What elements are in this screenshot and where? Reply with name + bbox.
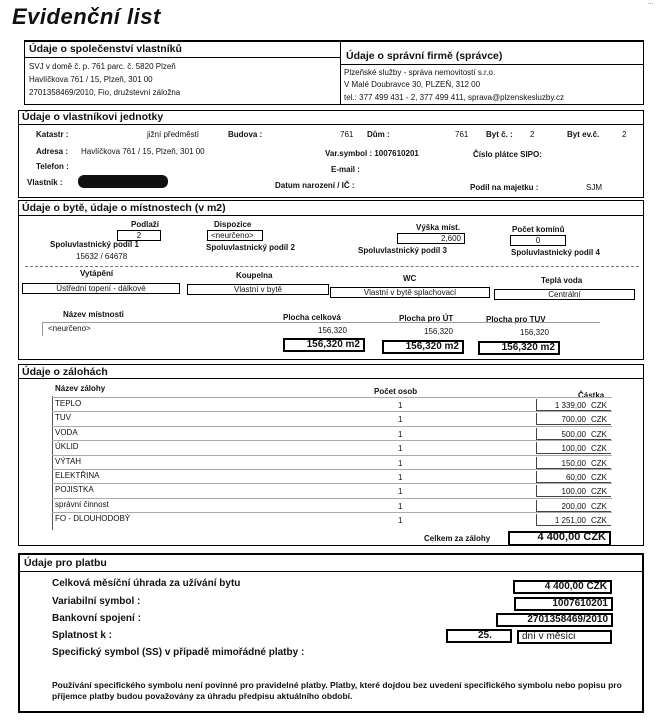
ss-label: Specifický symbol (SS) v případě mimořádné platby : — [52, 647, 305, 658]
advance-name: FO - DLOUHODOBÝ — [55, 514, 131, 523]
budova-value: 761 — [340, 130, 354, 139]
advance-row — [52, 411, 612, 425]
advance-amount: 150,00 — [561, 459, 586, 468]
sipo-label: Číslo plátce SIPO: — [473, 150, 542, 159]
telefon-label: Telefon : — [36, 162, 69, 171]
manager-line-1: Plzeňské služby - správa nemovitostí s.r.o. — [344, 68, 496, 77]
advance-name: POJISTKA — [55, 485, 94, 494]
splatnost-label: Splatnost k : — [52, 630, 113, 641]
wc-label: WC — [403, 274, 417, 283]
advance-persons: 1 — [398, 487, 403, 496]
bank-label: Bankovní spojení : — [52, 613, 141, 624]
tepla-value: Centrální — [494, 289, 635, 300]
col-amount: Částka — [578, 391, 605, 400]
advance-name: správní činnost — [55, 500, 109, 509]
dispozice-label: Dispozice — [214, 220, 252, 229]
podil-value: SJM — [586, 183, 602, 192]
advance-persons: 1 — [398, 401, 403, 410]
podlazi-value: 2 — [117, 230, 161, 241]
advance-name: VÝTAH — [55, 457, 82, 466]
advance-row — [52, 498, 612, 512]
company-line-2: Havlíčkova 761 / 15, Plzeň, 301 00 — [29, 75, 153, 84]
budova-label: Budova : — [228, 130, 263, 139]
katastr-label: Katastr : — [36, 130, 69, 139]
advance-currency: CZK — [591, 430, 607, 439]
advance-amount: 100,00 — [561, 487, 586, 496]
manager-line-3: tel.: 377 499 431 - 2, 377 499 411, sprava@plzenskesluzby.cz — [344, 93, 564, 102]
podil-label: Podíl na majetku : — [470, 183, 539, 192]
advance-amount-box — [536, 413, 611, 425]
bank-value: 2701358469/2010 — [496, 613, 613, 627]
advance-persons: 1 — [398, 516, 403, 525]
room-name: <neurčeno> — [48, 324, 91, 333]
advance-amount-box — [536, 428, 611, 440]
advance-persons: 1 — [398, 473, 403, 482]
sum-area-ut: 156,320 m2 — [382, 340, 464, 354]
advances-header: Údaje o zálohách — [22, 366, 108, 378]
advance-name: VODA — [55, 428, 78, 437]
advance-persons: 1 — [398, 444, 403, 453]
datum-label: Datum narození / IČ : — [275, 181, 355, 190]
payment-note: Používání specifického symbolu není povinné pro pravidelné platby. Platby, které dojdou bez uvedení specifického symbolu nebo popisu pro příjemce platby budou považovány za úhradu předpisu aktuálního období. — [52, 680, 622, 701]
advance-amount: 500,00 — [561, 430, 586, 439]
col-area-ut: Plocha pro ÚT — [399, 314, 454, 323]
sp4-label: Spoluvlastnický podíl 4 — [511, 248, 600, 257]
advance-amount: 700,00 — [561, 415, 586, 424]
unit-header: Údaje o vlastníkovi jednotky — [22, 111, 164, 123]
advance-amount-box — [536, 399, 611, 411]
advance-persons: 1 — [398, 502, 403, 511]
vyska-label: Výška míst. — [416, 223, 461, 232]
sp2-label: Spoluvlastnický podíl 2 — [206, 243, 295, 252]
flat-header: Údaje o bytě, údaje o místnostech (v m2) — [22, 202, 226, 214]
kominu-label: Počet komínů — [512, 225, 565, 234]
divider — [18, 571, 644, 572]
adresa-label: Adresa : — [36, 147, 69, 156]
col-area-tuv: Plocha pro TUV — [486, 315, 546, 324]
divider — [340, 64, 644, 65]
vs-value: 1007610201 — [514, 597, 613, 611]
col-area-total: Plocha celková — [283, 313, 341, 322]
col-advance-name: Název zálohy — [55, 384, 106, 393]
sum-area-total: 156,320 m2 — [283, 338, 365, 352]
payment-header: Údaje pro platbu — [24, 557, 107, 569]
divider — [24, 57, 340, 58]
varsym: Var.symbol : 1007610201 — [325, 149, 419, 158]
divider — [18, 215, 644, 216]
advance-amount-box — [536, 514, 611, 526]
vlastnik-label: Vlastník : — [27, 178, 63, 187]
advance-row — [52, 512, 612, 526]
advance-row — [52, 469, 612, 483]
advance-amount-box — [536, 485, 611, 497]
dum-label: Dům : — [367, 130, 390, 139]
advance-row — [52, 397, 612, 411]
company-line-1: SVJ v domě č. p. 761 parc. č. 5820 Plzeň — [29, 62, 176, 71]
advance-currency: CZK — [591, 516, 607, 525]
advance-amount-box — [536, 442, 611, 454]
total-value: 4 400,00 CZK — [508, 531, 611, 546]
advance-amount-box — [536, 471, 611, 483]
manager-line-2: V Malé Doubravce 30, PLZEŇ, 312 00 — [344, 80, 481, 89]
koupelna-label: Koupelna — [236, 271, 273, 280]
vyska-value: 2,600 — [397, 233, 465, 244]
email-label: E-mail : — [331, 165, 360, 174]
bytc-value: 2 — [530, 130, 535, 139]
room-area-tuv: 156,320 — [520, 328, 549, 337]
advance-currency: CZK — [591, 473, 607, 482]
podlazi-label: Podlaží — [131, 220, 160, 229]
advance-amount: 60,00 — [565, 473, 586, 482]
advance-amount: 100,00 — [561, 444, 586, 453]
koupelna-value: Vlastní v bytě — [187, 284, 329, 295]
advance-row — [52, 483, 612, 497]
sp3-label: Spoluvlastnický podíl 3 — [358, 246, 447, 255]
divider — [18, 378, 644, 379]
advance-name: ELEKTŘINA — [55, 471, 100, 480]
splatnost-value: 25. — [446, 629, 512, 643]
dum-value: 761 — [455, 130, 469, 139]
document-title: Evidenční list — [12, 4, 161, 29]
advance-row — [52, 440, 612, 454]
celkova-label: Celková měsíční úhrada za užívání bytu — [52, 578, 241, 589]
room-area-total: 156,320 — [318, 326, 347, 335]
splatnost-suffix: dní v měsíci — [517, 630, 612, 644]
adresa-value: Havlíčkova 761 / 15, Plzeň, 301 00 — [81, 147, 205, 156]
sp1-label: Spoluvlastnický podíl 1 — [50, 240, 139, 249]
katastr-value: jižní předměstí — [147, 130, 200, 139]
advance-persons: 1 — [398, 459, 403, 468]
advance-currency: CZK — [591, 487, 607, 496]
sum-area-tuv: 156,320 m2 — [478, 341, 560, 355]
wc-value: Vlastní v bytě splachovací — [330, 287, 490, 298]
tepla-label: Teplá voda — [541, 276, 583, 285]
advance-persons: 1 — [398, 415, 403, 424]
sp1-value: 15632 / 64678 — [76, 252, 128, 261]
company-line-3: 2701358469/2010, Fio, družstevní záložna — [29, 88, 181, 97]
col-persons: Počet osob — [374, 387, 418, 396]
advance-row — [52, 426, 612, 440]
advance-amount-box — [536, 457, 611, 469]
advance-name: ÚKLID — [55, 442, 79, 451]
bytev-value: 2 — [622, 130, 627, 139]
advance-persons: 1 — [398, 430, 403, 439]
divider — [24, 40, 644, 42]
advance-currency: CZK — [591, 401, 607, 410]
advance-currency: CZK — [591, 415, 607, 424]
manager-header: Údaje o správní firmě (správce) — [346, 50, 503, 62]
dashed-divider — [25, 266, 639, 267]
redacted-owner-name — [78, 175, 168, 188]
advance-amount-box — [536, 500, 611, 512]
divider — [18, 124, 644, 125]
bytev-label: Byt ev.č. — [567, 130, 600, 139]
advance-amount: 1 339,00 — [554, 401, 586, 410]
bytc-label: Byt č. : — [486, 130, 513, 139]
vytapeni-value: Ústřední topení - dálkové — [22, 283, 180, 294]
col-room-name: Název místnosti — [63, 310, 124, 319]
advance-name: TUV — [55, 413, 71, 422]
company-header: Údaje o společenství vlastníků — [29, 43, 182, 55]
kominu-value: 0 — [510, 235, 566, 246]
vs-label: Variabilní symbol : — [52, 596, 141, 607]
advance-amount: 1 251,00 — [554, 516, 586, 525]
divider — [340, 40, 341, 105]
corner-date: ... — [647, 0, 653, 6]
room-area-ut: 156,320 — [424, 327, 453, 336]
total-label: Celkem za zálohy — [424, 534, 491, 543]
advance-amount: 200,00 — [561, 502, 586, 511]
advance-row — [52, 455, 612, 469]
dispozice-value: <neurčeno> — [207, 230, 263, 241]
advance-currency: CZK — [591, 459, 607, 468]
celkova-value: 4 400,00 CZK — [513, 580, 612, 594]
advance-name: TEPLO — [55, 399, 82, 408]
advance-currency: CZK — [591, 444, 607, 453]
vytapeni-label: Vytápění — [80, 269, 114, 278]
advance-currency: CZK — [591, 502, 607, 511]
